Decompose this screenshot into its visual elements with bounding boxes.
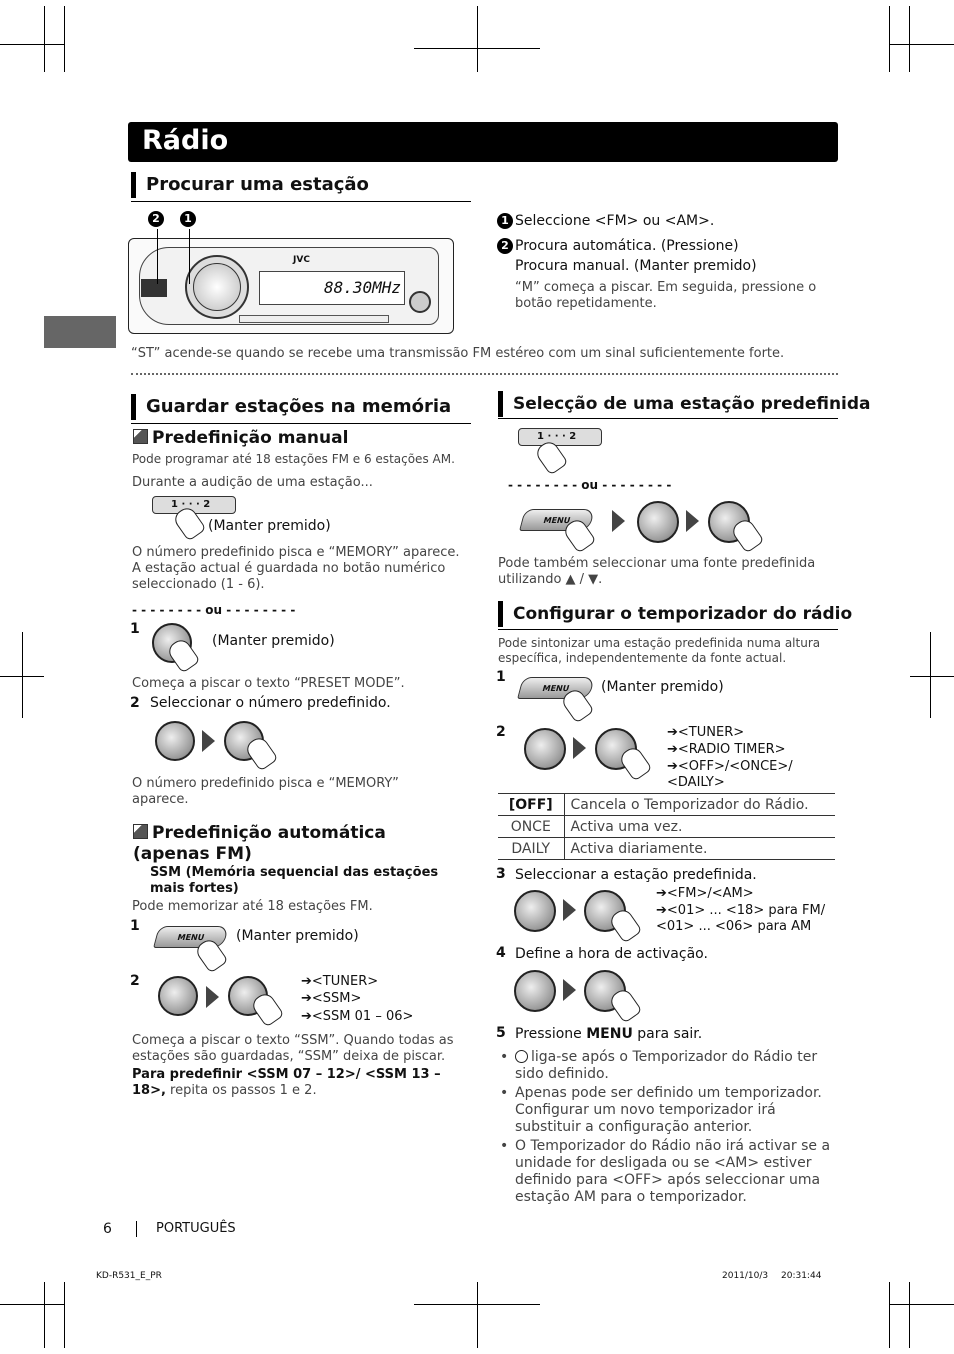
auto-option-3: ➔<SSM 01 – 06> <box>301 1009 414 1024</box>
preset-select-note: Pode também seleccionar uma fonte predefinida utilizando ▲ / ▼. <box>498 556 816 587</box>
crop-mark <box>0 44 64 45</box>
timer-option-2: ➔<RADIO TIMER> <box>667 742 786 757</box>
arrow-right-icon <box>573 737 586 759</box>
timer-option-3: ➔<OFF>/<ONCE>/ <DAILY> <box>667 759 793 790</box>
crop-mark <box>889 1282 890 1348</box>
control-knob-icon <box>158 976 198 1016</box>
divider <box>131 423 471 424</box>
step-3-option-2: ➔<01> ... <18> para FM/ <01> ... <06> para AM <box>656 903 826 934</box>
list-item: • O Temporizador do Rádio não irá activar se a unidade for desligada ou se <AM> estiver definido para <OFF> após seleccionar uma estação AM para o temporizador. <box>498 1138 838 1206</box>
menu-button-icon: MENU <box>519 509 595 531</box>
table-row <box>498 816 835 838</box>
auto-repeat-note: Para predefinir <SSM 07 – 12>/ <SSM 13 – 18>, repita os passos 1 e 2. <box>132 1067 441 1098</box>
crop-mark <box>414 48 540 49</box>
control-knob-icon <box>514 970 556 1012</box>
timer-options-table <box>498 793 835 860</box>
side-tab <box>44 316 116 348</box>
timer-intro: Pode sintonizar uma estação predefinida numa altura específica, independentemente da fonte actual. <box>498 636 821 665</box>
crop-mark <box>44 1282 45 1348</box>
footer-date: 2011/10/3 <box>722 1271 769 1281</box>
leader-line <box>189 229 190 284</box>
step-3-text: Seleccionar a estação predefinida. <box>515 867 757 883</box>
table-row <box>498 838 835 860</box>
crop-mark <box>64 1282 65 1348</box>
hold-label: (Manter premido) <box>601 679 724 695</box>
arrow-right-icon <box>202 730 215 752</box>
manual-intro: Pode programar até 18 estações FM e 6 estações AM. <box>132 452 455 466</box>
timer-heading: Configurar o temporizador do rádio <box>498 601 852 627</box>
step-3-option-1: ➔<FM>/<AM> <box>656 886 754 901</box>
hold-label: (Manter premido) <box>212 633 335 649</box>
clock-icon <box>515 1050 528 1063</box>
list-item: • liga-se após o Temporizador do Rádio ter sido definido. <box>498 1049 838 1083</box>
memory-heading: Guardar estações na memória <box>131 394 451 420</box>
table-row <box>498 794 835 816</box>
control-knob-icon <box>514 890 556 932</box>
aux-jack <box>409 291 431 313</box>
manual-during: Durante a audição de uma estação... <box>132 475 373 490</box>
leader-line <box>157 229 158 284</box>
crop-mark <box>44 6 45 72</box>
dotted-divider <box>131 373 838 375</box>
step-number: 2 <box>496 724 506 740</box>
crop-mark <box>930 632 931 718</box>
step-5-text: Pressione MENU para sair. <box>515 1026 703 1042</box>
crop-mark <box>909 6 910 72</box>
crop-mark <box>477 1282 478 1348</box>
square-bullet-icon <box>133 429 148 444</box>
step-number: 1 <box>130 918 140 934</box>
footer-time: 20:31:44 <box>781 1271 822 1281</box>
auto-preset-heading: Predefinição automática (apenas FM) <box>133 823 386 864</box>
arrow-right-icon <box>612 510 625 532</box>
preset-buttons-row <box>239 315 389 323</box>
step-number: 4 <box>496 945 506 961</box>
search-step-2-note: “M” começa a piscar. Em seguida, pressione o botão repetidamente. <box>515 280 817 311</box>
footer-divider <box>136 1221 137 1237</box>
preset-select-heading: Selecção de uma estação predefinida <box>498 391 871 417</box>
step-number: 2 <box>130 695 140 711</box>
crop-mark <box>22 632 23 718</box>
crop-mark <box>889 6 890 72</box>
timer-option-1: ➔<TUNER> <box>667 725 745 740</box>
crop-mark <box>414 1304 540 1305</box>
footer-code: KD-R531_E_PR <box>96 1271 162 1281</box>
arrow-right-icon <box>563 899 576 921</box>
footer-language: PORTUGUÊS <box>156 1221 236 1236</box>
preset-button-bar: 1 · · · 2 <box>518 428 602 446</box>
arrow-right-icon <box>206 986 219 1008</box>
marker-2: 2 <box>148 211 166 227</box>
display-screen <box>259 271 405 305</box>
crop-mark <box>477 6 478 72</box>
control-knob-icon <box>524 728 566 770</box>
arrow-right-icon <box>686 510 699 532</box>
source-button <box>141 279 167 297</box>
step-number: 1 <box>496 669 506 685</box>
step-number: 2 <box>130 973 140 989</box>
control-knob-icon <box>155 721 195 761</box>
crop-mark <box>889 1304 954 1305</box>
manual-preset-heading: Predefinição manual <box>133 428 348 449</box>
table-cell: Cancela o Temporizador do Rádio. <box>564 794 835 816</box>
crop-mark <box>64 6 65 72</box>
manual-result: O número predefinido pisca e “MEMORY” aparece. A estação actual é guardada no botão numérico seleccionado (1 - 6). <box>132 545 460 592</box>
step-number: 5 <box>496 1025 506 1041</box>
st-note: “ST” acende-se quando se recebe uma transmissão FM estéreo com um sinal suficientemente forte. <box>131 346 785 361</box>
search-step-2b: Procura manual. (Manter premido) <box>515 258 757 274</box>
auto-result: Começa a piscar o texto “SSM”. Quando todas as estações são guardadas, “SSM” deixa de piscar. <box>132 1033 454 1064</box>
or-separator: - - - - - - - - ou - - - - - - - - <box>508 478 672 492</box>
title-bar <box>128 122 838 162</box>
page-title: Rádio <box>142 125 229 156</box>
table-cell: ONCE <box>498 816 564 838</box>
crop-mark <box>910 676 954 677</box>
table-cell: Activa uma vez. <box>564 816 835 838</box>
car-stereo-illustration <box>128 238 454 334</box>
search-heading: Procurar uma estação <box>131 172 369 198</box>
or-separator: - - - - - - - - ou - - - - - - - - <box>132 603 296 617</box>
step-number: 3 <box>496 866 506 882</box>
crop-mark <box>0 1304 64 1305</box>
divider <box>131 201 471 202</box>
divider <box>498 629 838 630</box>
table-cell: Activa diariamente. <box>564 838 835 860</box>
crop-mark <box>889 44 954 45</box>
ssm-intro: Pode memorizar até 18 estações FM. <box>132 899 373 914</box>
hold-label: (Manter premido) <box>208 518 331 534</box>
ssm-title: SSM (Memória sequencial das estações mais fortes) <box>150 865 439 896</box>
auto-option-2: ➔<SSM> <box>301 991 362 1006</box>
square-bullet-icon <box>133 824 148 839</box>
timer-notes <box>498 1049 838 1208</box>
hold-label: (Manter premido) <box>236 928 359 944</box>
auto-option-1: ➔<TUNER> <box>301 974 379 989</box>
menu-button-icon: MENU <box>153 926 229 948</box>
knob-center <box>193 263 241 311</box>
preset-button-bar: 1 · · · 2 <box>152 496 236 514</box>
page-number: 6 <box>103 1221 112 1237</box>
display-frequency: 88.30MHz <box>324 278 402 297</box>
brand-logo: JVC <box>293 255 310 265</box>
step-2-result: O número predefinido pisca e “MEMORY” aparece. <box>132 776 399 807</box>
table-cell: [OFF] <box>498 794 564 816</box>
menu-button-icon: MENU <box>517 677 595 699</box>
divider <box>498 418 838 419</box>
search-step-2: 2 Procura automática. (Pressione) <box>497 238 837 255</box>
crop-mark <box>909 1282 910 1348</box>
step-number: 1 <box>130 621 140 637</box>
search-step-1: 1 Seleccione <FM> ou <AM>. <box>497 213 837 230</box>
arrow-right-icon <box>563 979 576 1001</box>
step-4-text: Define a hora de activação. <box>515 946 708 962</box>
control-knob-icon <box>637 501 679 543</box>
marker-1: 1 <box>180 211 198 227</box>
list-item: • Apenas pode ser definido um temporizador. Configurar um novo temporizador irá substituir a configuração anterior. <box>498 1085 838 1136</box>
preset-mode-note: Começa a piscar o texto “PRESET MODE”. <box>132 676 405 691</box>
table-cell: DAILY <box>498 838 564 860</box>
step-2-text: Seleccionar o número predefinido. <box>150 695 391 711</box>
